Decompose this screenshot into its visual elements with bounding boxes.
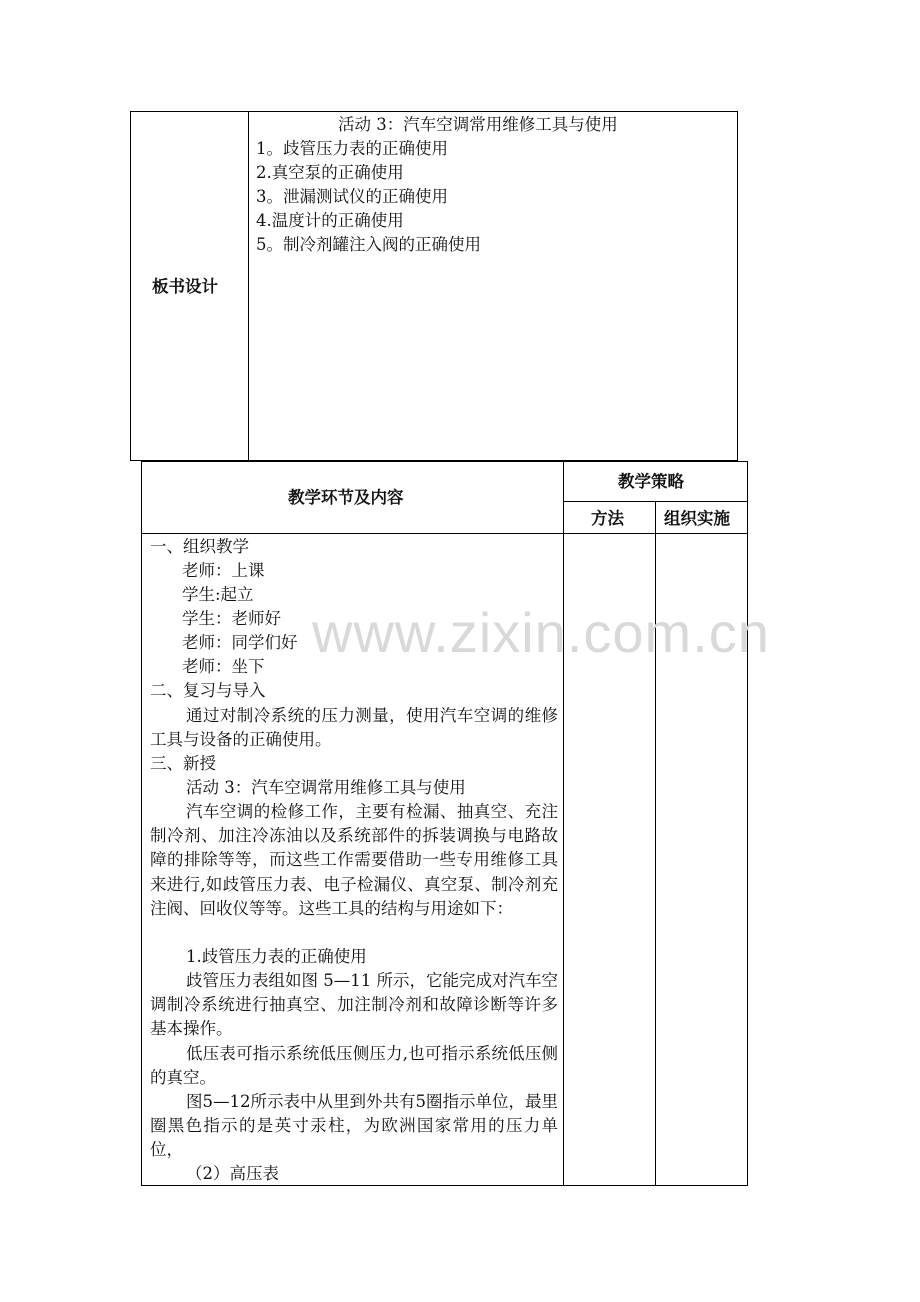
board-divider [248,111,249,461]
intro-text: 汽车空调的检修工作，主要有检漏、抽真空、充注制冷剂、加注冷冻油以及系统部件的拆装调换与电路故障的排除等等，而这些工作需要借助一些专用维修工具来进行,如歧管压力表、电子检漏仪、真空泵、制冷剂充注阀、回收仪等等。这些工具的结构与用途如下： [150,802,558,918]
watermark: www.zixin.com.cn [312,601,770,664]
board-item-5: 5。制冷剂罐注入阀的正确使用 [256,235,481,254]
section-3: 三、新授 [150,754,216,773]
header-method: 方法 [591,509,624,528]
figure-paragraph [150,1090,558,1163]
header-strategy: 教学策略 [618,472,684,491]
subhead-gauge: 1.歧管压力表的正确使用 [186,947,367,966]
header-bottom-line [141,533,748,534]
board-item-4: 4.温度计的正确使用 [256,211,404,230]
board-item-2: 2.真空泵的正确使用 [256,163,404,182]
section-2: 二、复习与导入 [150,681,266,700]
activity-title: 活动 3：汽车空调常用维修工具与使用 [186,778,466,797]
header-content: 教学环节及内容 [288,488,404,507]
gauge-text: 歧管压力表组如图 5—11 所示，它能完成对汽车空调制冷系统进行抽真空、加注制冷剂和故障诊断等许多基本操作。 [150,971,558,1039]
dialogue-line: 老师：上课 [182,561,265,580]
subhead-high-pressure: （2）高压表 [186,1164,279,1183]
board-label: 板书设计 [152,277,218,296]
intro-paragraph [150,800,558,921]
board-item-3: 3。泄漏测试仪的正确使用 [256,187,448,206]
gauge-paragraph [150,969,558,1042]
dialogue-line: 学生：老师好 [182,609,281,628]
board-table [130,111,738,461]
board-title: 活动 3：汽车空调常用维修工具与使用 [338,115,618,134]
review-text: 通过对制冷系统的压力测量，使用汽车空调的维修工具与设备的正确使用。 [150,706,558,750]
low-pressure-text: 低压表可指示系统低压侧压力,也可指示系统低压侧的真空。 [150,1044,558,1088]
section-1: 一、组织教学 [150,537,249,556]
header-org: 组织实施 [664,509,730,528]
low-pressure-paragraph [150,1042,558,1090]
board-item-1: 1。歧管压力表的正确使用 [256,139,448,158]
figure-text: 图5—12所示表中从里到外共有5圈指示单位，最里圈黑色指示的是英寸汞柱，为欧洲国家常用的压力单位， [150,1092,558,1160]
review-paragraph [150,704,558,752]
dialogue-line: 学生:起立 [182,585,254,604]
dialogue-line: 老师：同学们好 [182,633,298,652]
dialogue-line: 老师：坐下 [182,657,265,676]
col-line-1 [563,461,564,1186]
